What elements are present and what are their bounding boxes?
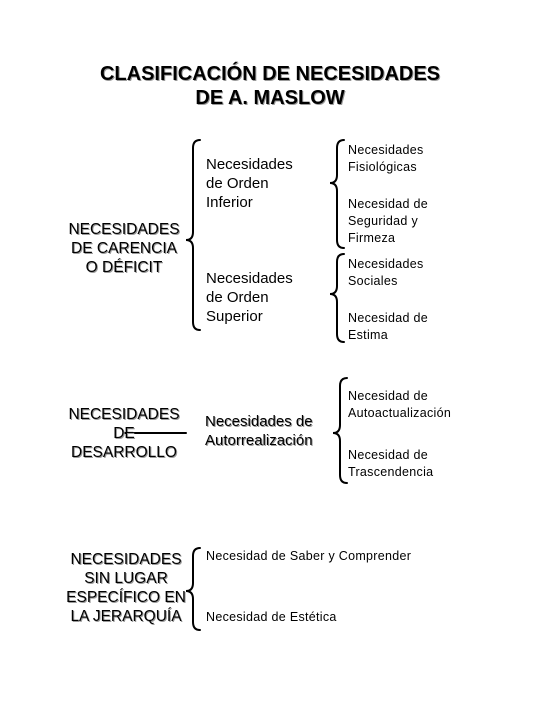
category-line: O DÉFICIT — [85, 259, 163, 276]
item-seguridad — [348, 196, 428, 247]
label-orden-superior — [206, 269, 293, 326]
category-line: DE — [113, 425, 135, 442]
category-line: SIN LUGAR — [84, 570, 168, 587]
item-line: Necesidades — [348, 143, 424, 157]
item-line: Firmeza — [348, 231, 396, 245]
label-autorrealizacion — [205, 412, 313, 450]
item-estima — [348, 310, 428, 344]
item-line: Seguridad y — [348, 214, 419, 228]
category-line: NECESIDADES — [68, 221, 180, 238]
item-line: Necesidad de — [348, 197, 429, 211]
label-line: Necesidades de — [205, 413, 313, 430]
item-line: Autoactualización — [348, 406, 452, 420]
category-line: NECESIDADES — [68, 406, 180, 423]
item-line: Necesidades — [348, 257, 424, 271]
item-line: Estima — [348, 328, 389, 342]
item-line: Sociales — [348, 274, 398, 288]
title-line-1: CLASIFICACIÓN DE NECESIDADES — [99, 63, 441, 85]
category-line: DESARROLLO — [71, 444, 177, 461]
item-line: Necesidad de Estética — [206, 610, 337, 624]
title-line-2: DE A. MASLOW — [195, 87, 345, 109]
category-sin-lugar — [60, 550, 192, 626]
category-line: DE CARENCIA — [71, 240, 177, 257]
category-line: ESPECÍFICO EN — [66, 589, 186, 606]
item-fisiologicas — [348, 142, 424, 176]
item-line: Necesidad de Saber y Comprender — [206, 549, 412, 563]
label-line: Necesidades — [206, 156, 293, 173]
item-line: Necesidad de — [348, 389, 429, 403]
item-trascendencia — [348, 447, 433, 481]
category-line: NECESIDADES — [70, 551, 182, 568]
item-estetica — [206, 609, 337, 626]
brace-inferior — [330, 140, 344, 248]
category-desarrollo — [62, 405, 186, 462]
label-line: Necesidades — [206, 270, 293, 287]
item-line: Necesidad de — [348, 311, 429, 325]
item-line: Fisiológicas — [348, 160, 417, 174]
item-autoactualizacion — [348, 388, 451, 422]
label-line: Inferior — [206, 194, 253, 211]
item-sociales — [348, 256, 424, 290]
brace-desarrollo — [333, 378, 347, 483]
label-line: Autorrealización — [205, 432, 313, 449]
label-line: Superior — [206, 308, 263, 325]
category-line: LA JERARQUÍA — [70, 608, 182, 625]
item-line: Trascendencia — [348, 465, 434, 479]
label-orden-inferior — [206, 155, 293, 212]
label-line: de Orden — [206, 175, 269, 192]
item-line: Necesidad de — [348, 448, 429, 462]
item-saber-comprender — [206, 548, 411, 565]
category-carencia — [62, 220, 186, 277]
brace-carencia — [186, 140, 200, 330]
brace-superior — [330, 254, 344, 342]
label-line: de Orden — [206, 289, 269, 306]
